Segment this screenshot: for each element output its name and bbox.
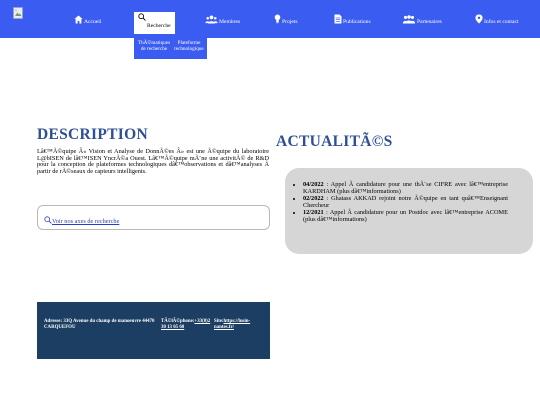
description-text: Lâ€™Ã©quipe Â« Vision et Analyse de DonnÃ©es Â» est une Ã©quipe du laboratoire L@bISEN de lâ€™ISEN YncrÃ©a Ouest. Lâ€™Ã©quipe mÃ¨ne une activitÃ© de R&D pour la conception de plateformes technologiques dâ€™observations et dâ€™analyses Ã partir de rÃ©seaux de capteurs intelligents. bbox=[37, 148, 269, 176]
news-item[interactable] bbox=[303, 196, 508, 209]
news-item[interactable] bbox=[303, 182, 508, 195]
address-value: 33Q Avenue du champ de manoeuvre 44470 CARQUEFOU bbox=[44, 319, 155, 330]
site-label: Site: bbox=[214, 319, 224, 324]
search-icon bbox=[138, 13, 146, 21]
site-link[interactable]: https://lusin-nantes.fr/ bbox=[214, 319, 251, 330]
recherche-dropdown bbox=[134, 38, 207, 59]
dropdown-line: technologique bbox=[174, 46, 204, 52]
top-navbar bbox=[0, 0, 540, 38]
news-text: : Appel Ã candidature pour une thÃ¨se CIFRE avec lâ€™entreprise KARDHAM (plus dâ€™informations) bbox=[303, 181, 508, 195]
nav-partenaires[interactable] bbox=[402, 0, 442, 38]
contact-footer bbox=[37, 302, 270, 359]
description-title: DESCRIPTION bbox=[37, 126, 148, 143]
nav-label: Publications bbox=[343, 19, 371, 25]
research-axes-link[interactable]: Voir nos axes de recherche bbox=[52, 218, 120, 225]
dropdown-item-thematiques[interactable] bbox=[137, 40, 171, 52]
dropdown-line: ThÃ©matiques bbox=[137, 40, 171, 46]
document-icon bbox=[334, 14, 342, 24]
research-axes-card bbox=[37, 205, 270, 230]
nav-label: Infos et contact bbox=[484, 19, 519, 25]
news-date: 12/2021 bbox=[303, 209, 324, 217]
news-list bbox=[303, 182, 508, 225]
news-date: 04/2022 bbox=[303, 181, 324, 188]
nav-projets[interactable] bbox=[274, 0, 298, 38]
dropdown-line: Plateforme bbox=[177, 40, 201, 46]
nav-recherche[interactable] bbox=[134, 12, 175, 34]
address-label: Adresse: bbox=[44, 319, 63, 324]
nav-label: Projets bbox=[282, 19, 298, 25]
nav-membres[interactable] bbox=[205, 0, 240, 38]
dropdown-line: de recherche bbox=[140, 46, 168, 52]
dropdown-item-plateforme[interactable] bbox=[172, 40, 206, 52]
nav-accueil[interactable] bbox=[74, 0, 101, 38]
search-icon bbox=[44, 211, 52, 229]
nav-label: Partenaires bbox=[417, 19, 442, 25]
nav-infos-contact[interactable] bbox=[475, 0, 518, 38]
nav-label: Accueil bbox=[84, 19, 102, 25]
broken-logo-image-icon[interactable] bbox=[13, 7, 23, 19]
footer-telephone bbox=[161, 319, 213, 331]
nav-label: Recherche bbox=[147, 23, 171, 29]
home-icon bbox=[74, 15, 83, 24]
news-date: 02/2022 bbox=[303, 195, 324, 203]
users-icon bbox=[205, 15, 218, 24]
telephone-link[interactable]: +33(0)2 30 13 05 60 bbox=[161, 319, 211, 330]
footer-site bbox=[214, 319, 266, 331]
info-icon bbox=[475, 14, 483, 24]
news-text: : Appel Ã candidature pour un Postdoc avec lâ€™entreprise ACOME (plus dâ€™informations) bbox=[303, 209, 508, 223]
news-panel bbox=[285, 168, 533, 254]
lightbulb-icon bbox=[274, 14, 281, 24]
nav-publications[interactable] bbox=[334, 0, 371, 38]
actualites-title: ACTUALITÃ©S bbox=[276, 133, 393, 150]
nav-label: Membres bbox=[219, 19, 241, 25]
telephone-label: TÃ©lÃ©phone: bbox=[161, 319, 195, 324]
news-text: : Ghatass AKKAD rejoint notre Ã©quipe en tant quâ€™Enseignant Chercheur bbox=[303, 195, 508, 209]
news-item[interactable] bbox=[303, 210, 508, 223]
partners-icon bbox=[402, 15, 416, 24]
footer-address bbox=[44, 319, 158, 331]
